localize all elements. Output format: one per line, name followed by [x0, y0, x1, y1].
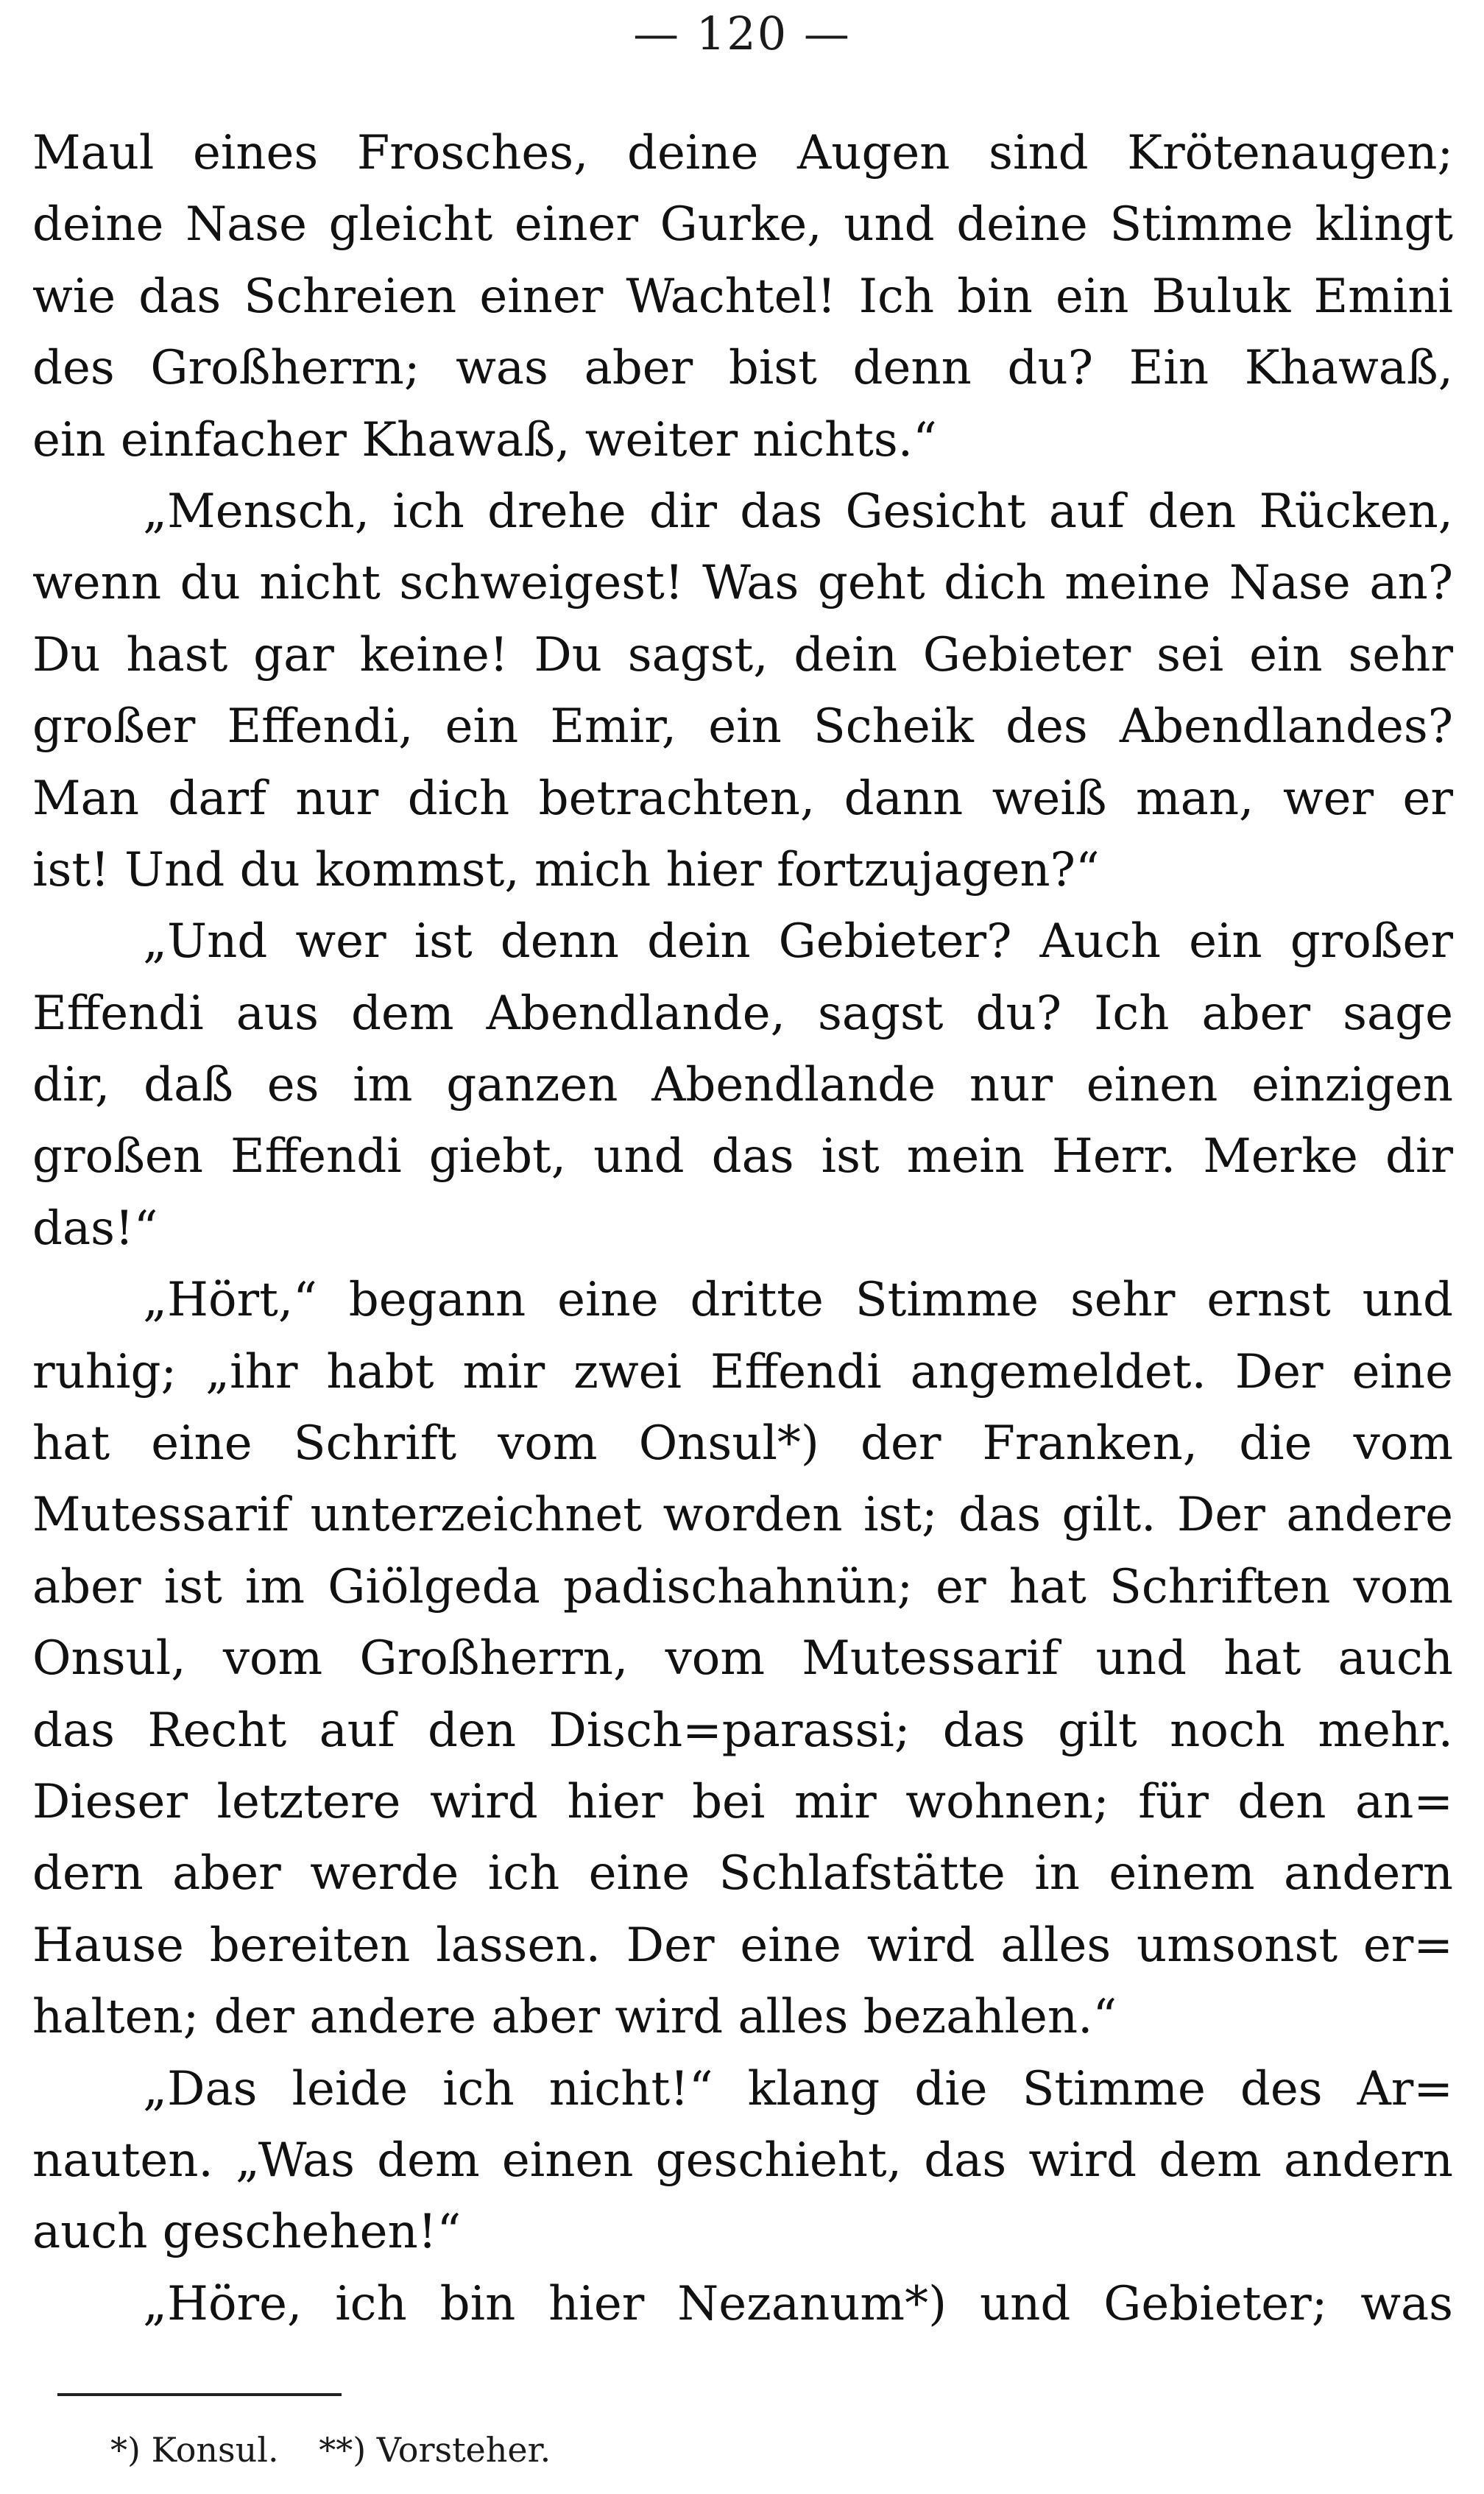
text-line: Effendi aus dem Abendlande, sagst du? Ich aber sage [32, 986, 1453, 1041]
text-line: Mutessarif unterzeichnet worden ist; das gilt. Der andere [32, 1488, 1453, 1543]
footnote-divider [57, 2393, 342, 2396]
text-line: hat eine Schrift vom Onsul*) der Franken, die vom [32, 1416, 1453, 1472]
text-line: „Und wer ist denn dein Gebieter? Auch ein großer [143, 914, 1453, 969]
text-line: großer Effendi, ein Emir, ein Scheik des Abendlandes? [32, 699, 1453, 755]
footnote-2: **) Vorsteher. [319, 2430, 551, 2470]
text-line: ruhig; „ihr habt mir zwei Effendi angemeldet. Der eine [32, 1344, 1453, 1399]
page-number: — 120 — [633, 7, 851, 60]
text-line: aber ist im Giölgeda padischahnün; er hat Schriften vom [32, 1559, 1453, 1614]
text-line: „Hört,“ begann eine dritte Stimme sehr ernst und [143, 1273, 1453, 1328]
text-line: das!“ [32, 1201, 158, 1256]
text-line: wenn du nicht schweigest! Was geht dich meine Nase an? [32, 556, 1453, 611]
text-line: Hause bereiten lassen. Der eine wird alles umsonst er= [32, 1918, 1453, 1973]
text-line: wie das Schreien einer Wachtel! Ich bin ein Buluk Emini [32, 269, 1453, 324]
text-line: Maul eines Frosches, deine Augen sind Krötenaugen; [32, 126, 1453, 180]
footnote-1: *) Konsul. [110, 2430, 279, 2470]
text-line: halten; der andere aber wird alles bezahlen.“ [32, 1990, 1117, 2045]
text-line: des Großherrn; was aber bist denn du? Ein Khawaß, [32, 341, 1453, 396]
text-line: das Recht auf den Disch=parassi; das gilt noch mehr. [32, 1703, 1453, 1758]
text-line: Man darf nur dich betrachten, dann weiß man, wer er [32, 771, 1453, 826]
text-line: „Das leide ich nicht!“ klang die Stimme des Ar= [143, 2061, 1453, 2116]
text-line: deine Nase gleicht einer Gurke, und deine Stimme klingt [32, 197, 1453, 252]
text-line: dir, daß es im ganzen Abendlande nur einen einzigen [32, 1058, 1453, 1113]
text-line: Dieser letztere wird hier bei mir wohnen; für den an= [32, 1774, 1453, 1829]
text-line: ist! Und du kommst, mich hier fortzujagen?“ [32, 842, 1100, 897]
text-line: „Höre, ich bin hier Nezanum*) und Gebieter; was [143, 2276, 1453, 2331]
text-line: dern aber werde ich eine Schlafstätte in einem andern [32, 1846, 1453, 1901]
footnotes [110, 2426, 580, 2473]
text-line: Onsul, vom Großherrn, vom Mutessarif und hat auch [32, 1631, 1453, 1686]
text-line: Du hast gar keine! Du sagst, dein Gebieter sei ein sehr [32, 627, 1453, 682]
text-line: „Mensch, ich drehe dir das Gesicht auf den Rücken, [143, 484, 1453, 539]
text-line: nauten. „Was dem einen geschieht, das wird dem andern [32, 2133, 1453, 2188]
text-line: ein einfacher Khawaß, weiter nichts.“ [32, 412, 937, 467]
text-line: auch geschehen!“ [32, 2205, 462, 2260]
text-line: großen Effendi giebt, und das ist mein Herr. Merke dir [32, 1129, 1453, 1184]
body-text [32, 118, 1453, 2340]
